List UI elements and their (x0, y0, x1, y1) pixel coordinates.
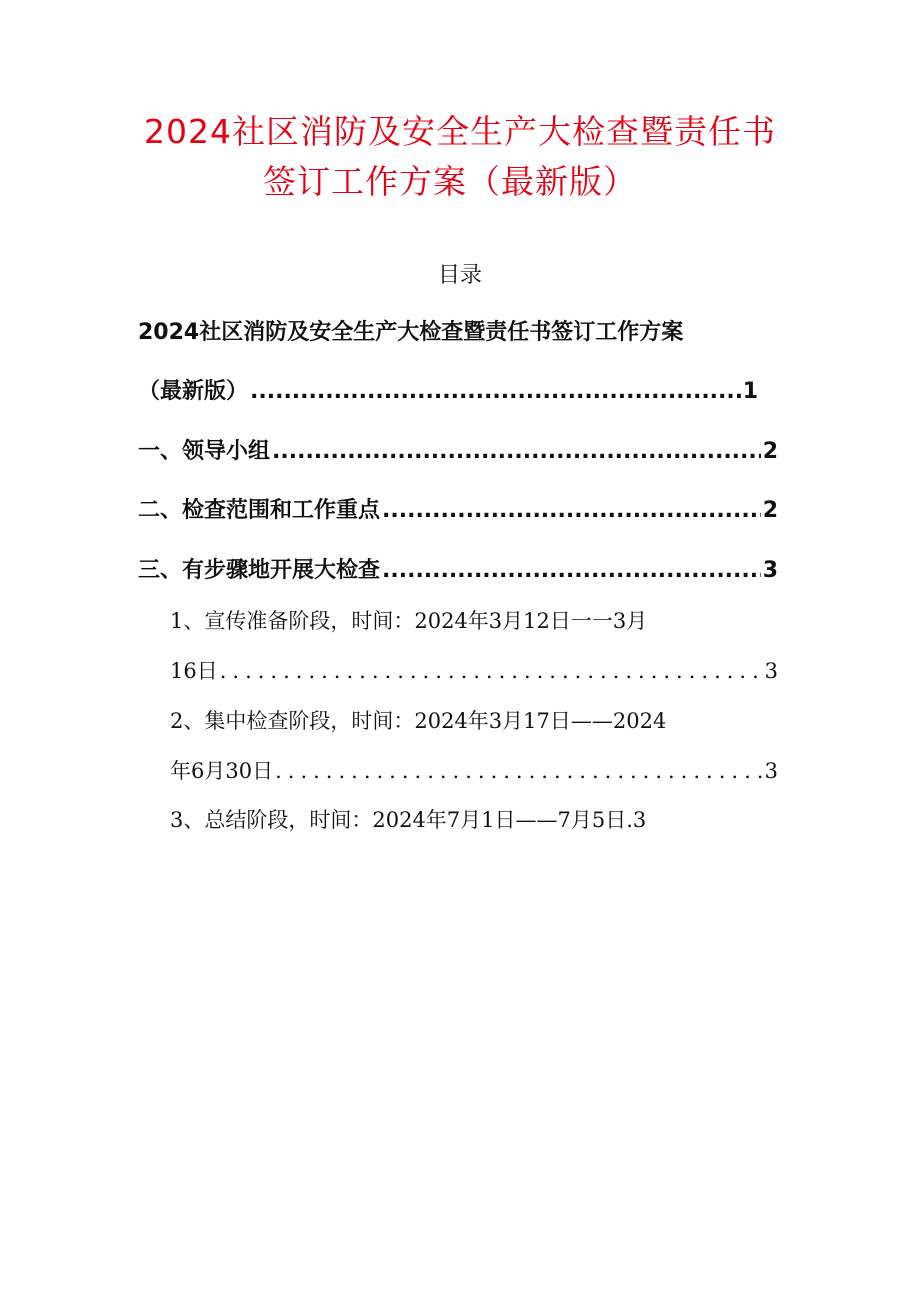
toc-page-number: 3 (764, 759, 778, 783)
toc-page-number: 3 (764, 659, 778, 683)
toc-main-entry-line-2[interactable] (138, 372, 758, 412)
toc-main-entry-line-1[interactable] (138, 313, 778, 353)
toc-leader-dots (382, 491, 761, 531)
toc-main-entry-subtitle: （最新版） (138, 379, 249, 404)
toc-section-1[interactable] (138, 432, 778, 472)
toc-subsection-label-cont: 年6月30日 (170, 759, 274, 783)
toc-main-entry-title: 2024社区消防及安全生产大检查暨责任书签订工作方案 (138, 320, 684, 345)
toc-section-2[interactable] (138, 491, 778, 531)
toc-subsection-label: 3、总结阶段，时间：2024年7月1日——7月5日.3 (170, 808, 647, 832)
toc-leader-dots (275, 751, 763, 791)
toc-section-label: 二、检查范围和工作重点 (138, 498, 381, 523)
toc-section-3[interactable] (138, 551, 778, 591)
toc-leader-dots (220, 651, 763, 691)
toc-page-number: 3 (762, 558, 778, 583)
toc-subsection-3[interactable] (170, 800, 770, 840)
toc-subsection-2-line-1[interactable] (170, 701, 770, 741)
toc-leader-dots (382, 551, 761, 591)
toc-leader-dots (250, 372, 741, 412)
toc-section-label: 三、有步骤地开展大检查 (138, 558, 381, 583)
toc-page-number: 2 (762, 439, 778, 464)
toc-subsection-label: 2、集中检查阶段，时间：2024年3月17日——2024 (170, 709, 667, 733)
toc-heading: 目录 (437, 263, 482, 288)
toc-subsection-label-cont: 16日 (170, 659, 218, 683)
toc-section-label: 一、领导小组 (138, 439, 271, 464)
toc-page-number: 2 (762, 498, 778, 523)
toc-subsection-1-line-2[interactable] (170, 651, 778, 691)
toc-subsection-2-line-2[interactable] (170, 751, 778, 791)
toc-subsection-1-line-1[interactable] (170, 601, 770, 641)
toc-leader-dots (272, 432, 761, 472)
document-title-line-1: 2024社区消防及安全生产大检查暨责任书 (144, 112, 776, 151)
document-title-line-2: 签订工作方案（最新版） (263, 162, 637, 201)
toc-page-number: 1 (742, 379, 758, 404)
toc-subsection-label: 1、宣传准备阶段，时间：2024年3月12日一一3月 (170, 609, 648, 633)
